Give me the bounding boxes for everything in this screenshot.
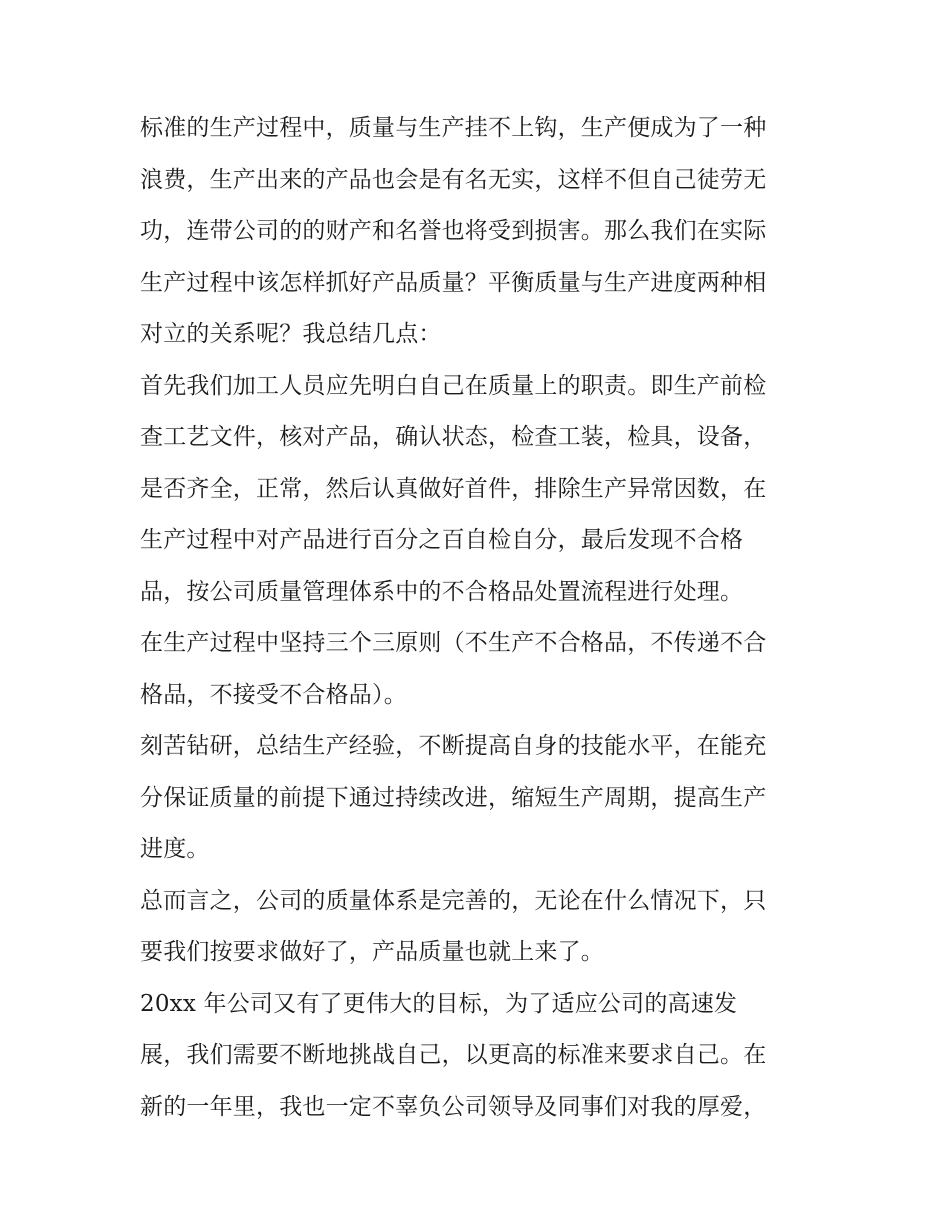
- text-line-20: 新的一年里，我也一定不辜负公司领导及同事们对我的厚爱，: [140, 1093, 767, 1120]
- text-line-7: 查工艺文件，核对产品，确认状态，检查工装，检具，设备，: [140, 424, 767, 450]
- text-line-11: 在生产过程中坚持三个三原则（不生产不合格品，不传递不合: [140, 630, 767, 656]
- text-line-3: 功，连带公司的的财产和名誉也将受到损害。那么我们在实际: [140, 218, 767, 244]
- text-line-17: 要我们按要求做好了，产品质量也就上来了。: [140, 939, 604, 965]
- text-line-10: 品，按公司质量管理体系中的不合格品处置流程进行处理。: [140, 578, 744, 605]
- text-line-13: 刻苦钻研，总结生产经验，不断提高自身的技能水平，在能充: [140, 733, 767, 759]
- text-line-4: 生产过程中该怎样抓好产品质量？平衡质量与生产进度两种相: [140, 269, 767, 296]
- text-line-8: 是否齐全，正常，然后认真做好首件，排除生产异常因数，在: [140, 475, 767, 502]
- text-line-1: 标准的生产过程中，质量与生产挂不上钩，生产便成为了一种: [140, 115, 767, 141]
- text-line-12: 格品，不接受不合格品）。: [140, 681, 407, 708]
- text-line-14: 分保证质量的前提下通过持续改进，缩短生产周期，提高生产: [140, 784, 767, 811]
- text-line-5: 对立的关系呢？我总结几点：: [140, 321, 442, 347]
- text-line-2: 浪费，生产出来的产品也会是有名无实，这样不但自己徒劳无: [140, 166, 767, 193]
- text-line-18: 20xx 年公司又有了更伟大的目标，为了适应公司的高速发: [140, 990, 738, 1017]
- text-line-16: 总而言之，公司的质量体系是完善的，无论在什么情况下，只: [140, 887, 767, 914]
- text-line-6: 首先我们加工人员应先明白自己在质量上的职责。即生产前检: [140, 372, 767, 399]
- text-line-19: 展，我们需要不断地挑战自己，以更高的标准来要求自己。在: [140, 1042, 767, 1068]
- text-line-9: 生产过程中对产品进行百分之百自检自分，最后发现不合格: [140, 527, 744, 553]
- document-body: [140, 103, 820, 1133]
- text-line-15: 进度。: [140, 836, 210, 862]
